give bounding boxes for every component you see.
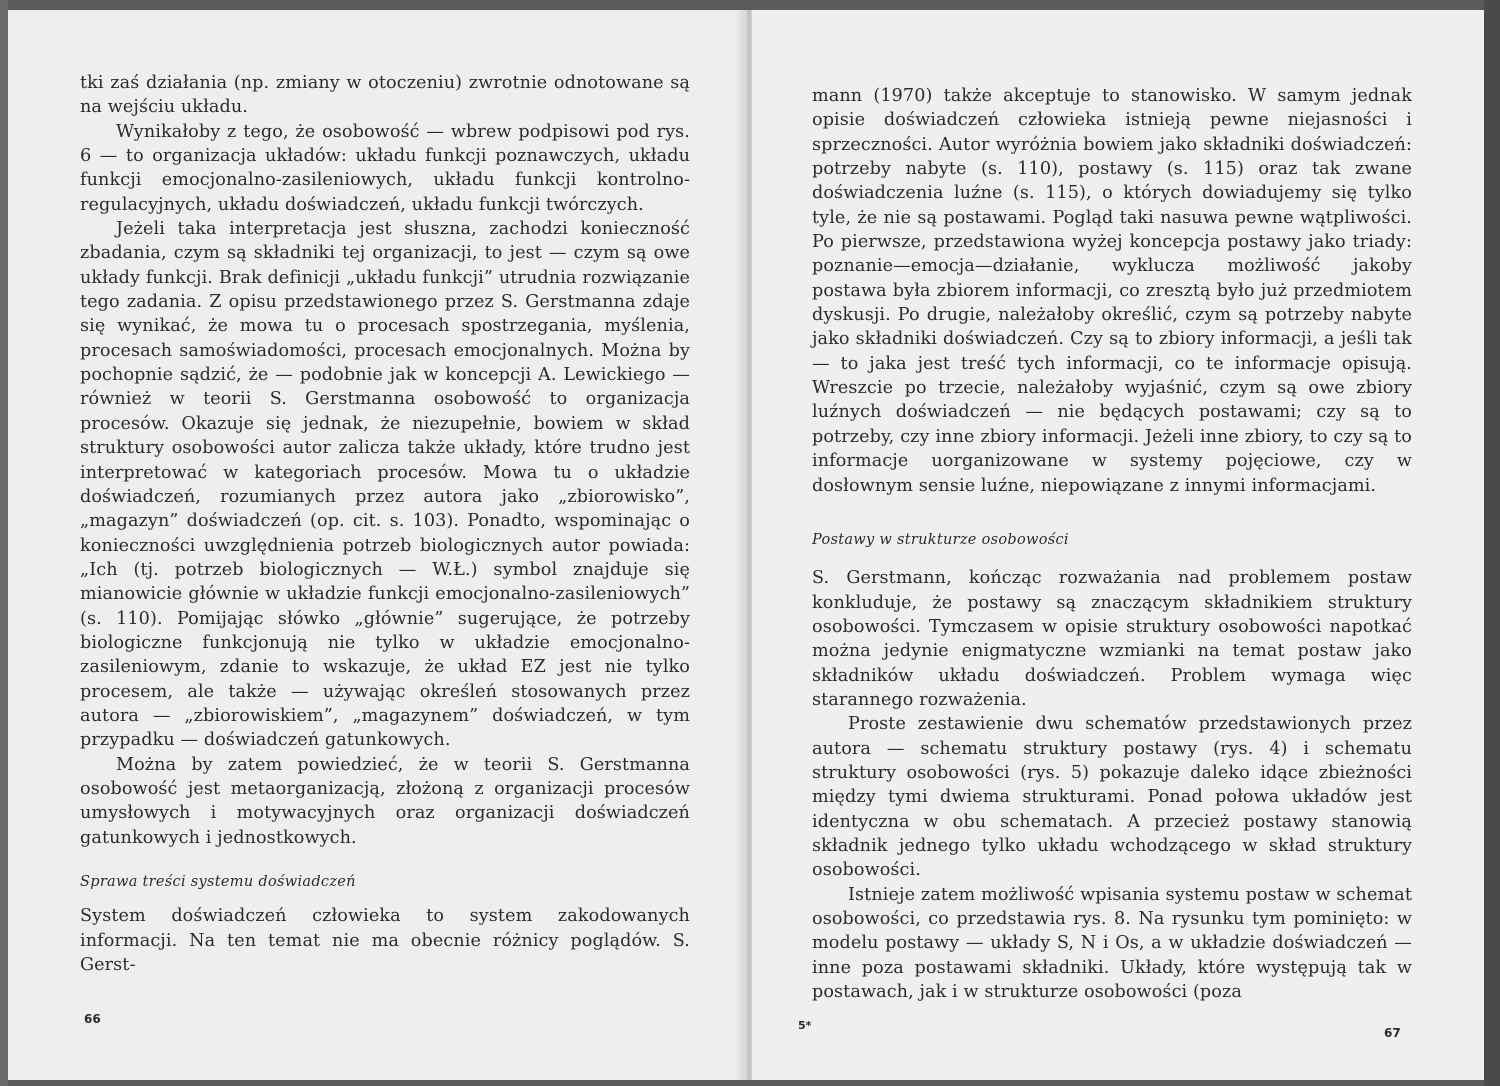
paragraph: Można by zatem powiedzieć, że w teorii S. Gerstmanna osobowość jest metaorganizacją, złożoną z organizacji procesów umysłowych i motywacyjnych oraz organizacji doświadczeń gatunkowych i jednostkowych. (80, 754, 690, 848)
paragraph: Proste zestawienie dwu schematów przedstawionych przez autora — schematu struktury postawy (rys. 4) i schematu struktury osobowości (rys. 5) pokazuje daleko idące zbieżności między tymi dwiema strukturami. Ponad połowa układów jest identyczna w obu schematach. A przecież postawy stanowią składnik jednego tylko układu wchodzącego w skład struktury osobowości. (812, 714, 1412, 881)
paragraph: System doświadczeń człowieka to system zakodowanych informacji. Na ten temat nie ma obecnie różnicy poglądów. S. Gerst- (80, 906, 690, 976)
paragraph: Istnieje zatem możliwość wpisania systemu postaw w schemat osobowości, co przedstawia rys. 8. Na rysunku tym pominięto: w modelu postawy — układy S, N i Os, a w układzie doświadczeń — inne poza postawami składniki. Układy, które występują tak w postawach, jak i w strukturze osobowości (poza (812, 884, 1412, 1003)
paragraph: mann (1970) także akceptuje to stanowisko. W samym jednak opisie doświadczeń człowieka istnieją pewne niejasności i sprzeczności. Autor wyróżnia bowiem jako składniki doświadczeń: potrzeby nabyte (s. 110), postawy (s. 115) oraz tak zwane doświadczenia luźne (s. 115), o których dowiadujemy się tylko tyle, że nie są postawami. Pogląd taki nasuwa pewne wątpliwości. Po pierwsze, przedstawiona wyżej koncepcja postawy jako triady: poznanie—emocja—działanie, wyklucza możliwość jakoby postawa była zbiorem informacji, co zresztą było już przedmiotem dyskusji. Po drugie, należałoby określić, czym są potrzeby nabyte jako składniki doświadczeń. Czy są to zbiory informacji, a jeśli tak — to jaka jest treść tych informacji, co te informacje opisują. Wreszcie po trzecie, należałoby wyjaśnić, czym są owe zbiory luźnych doświadczeń — nie będących postawami; czy są to potrzeby, czy inne zbiory informacji. Jeżeli inne zbiory, to czy są to informacje uorganizowane w systemy pojęciowe, czy w dosłownym sensie luźne, niepowiązane z innymi informacjami. (812, 86, 1412, 496)
paragraph: S. Gerstmann, kończąc rozważania nad problemem postaw konkluduje, że postawy są znaczącym składnikiem struktury osobowości. Tymczasem w opisie struktury osobowości napotkać można jedynie enigmatyczne wzmianki na temat postaw jako składników układu doświadczeń. Problem wymaga więc starannego rozważenia. (812, 568, 1412, 710)
page-number: 66 (84, 1012, 101, 1026)
right-page (752, 10, 1484, 1080)
paragraph: Jeżeli taka interpretacja jest słuszna, zachodzi konieczność zbadania, czym są składniki tej organizacji, to jest — czym są owe układy funkcji. Brak definicji „układu funkcji” utrudnia rozwiązanie tego zadania. Z opisu przedstawionego przez S. Gerstmanna zdaje się wynikać, że mowa tu o procesach spostrzegania, myślenia, procesach samoświadomości, procesach emocjonalnych. Można by pochopnie sądzić, że — podobnie jak w koncepcji A. Lewickiego — również w teorii S. Gerstmanna osobowość to organizacja procesów. Okazuje się jednak, że niezupełnie, bowiem w skład struktury osobowości autor zalicza także układy, które trudno jest interpretować w kategoriach procesów. Mowa tu o układzie doświadczeń, rozumianych przez autora jako „zbiorowisko”, „magazyn” doświadczeń (op. cit. s. 103). Ponadto, wspominając o konieczności uwzględnienia potrzeb biologicznych autor powiada: „Ich (tj. potrzeb biologicznych — W.Ł.) symbol znajduje się mianowicie głównie w układzie funkcji emocjonalno-zasileniowych” (s. 110). Pomijając słówko „głównie” sugerujące, że potrzeby biologiczne funkcjonują nie tylko w układzie emocjonalno-zasileniowym, zdanie to wskazuje, że układ EZ jest nie tylko procesem, ale także — używając określeń stosowanych przez autora — „zbiorowiskiem”, „magazynem” doświadczeń, w tym przypadku — doświadczeń gatunkowych. (80, 219, 690, 751)
right-page-text (812, 84, 1412, 1004)
page-number: 67 (1384, 1026, 1401, 1040)
paragraph: Wynikałoby z tego, że osobowość — wbrew podpisowi pod rys. 6 — to organizacja układów: układu funkcji poznawczych, układu funkcji emocjonalno-zasileniowych, układu funkcji kontrolno-regulacyjnych, układu doświadczeń, układu funkcji twórczych. (80, 121, 690, 215)
left-page-text (80, 71, 690, 977)
paragraph: tki zaś działania (np. zmiany w otoczeniu) zwrotnie odnotowane są na wejściu układu. (80, 73, 690, 118)
left-page (8, 10, 744, 1080)
section-heading: Sprawa treści systemu doświadczeń (80, 874, 356, 890)
scan-edge-right (1484, 0, 1500, 1086)
book-spread (8, 10, 1492, 1080)
scan-edge-left (0, 0, 8, 1086)
printer-signature-mark: 5* (798, 1019, 812, 1032)
section-heading: Postawy w strukturze osobowości (812, 531, 1069, 548)
